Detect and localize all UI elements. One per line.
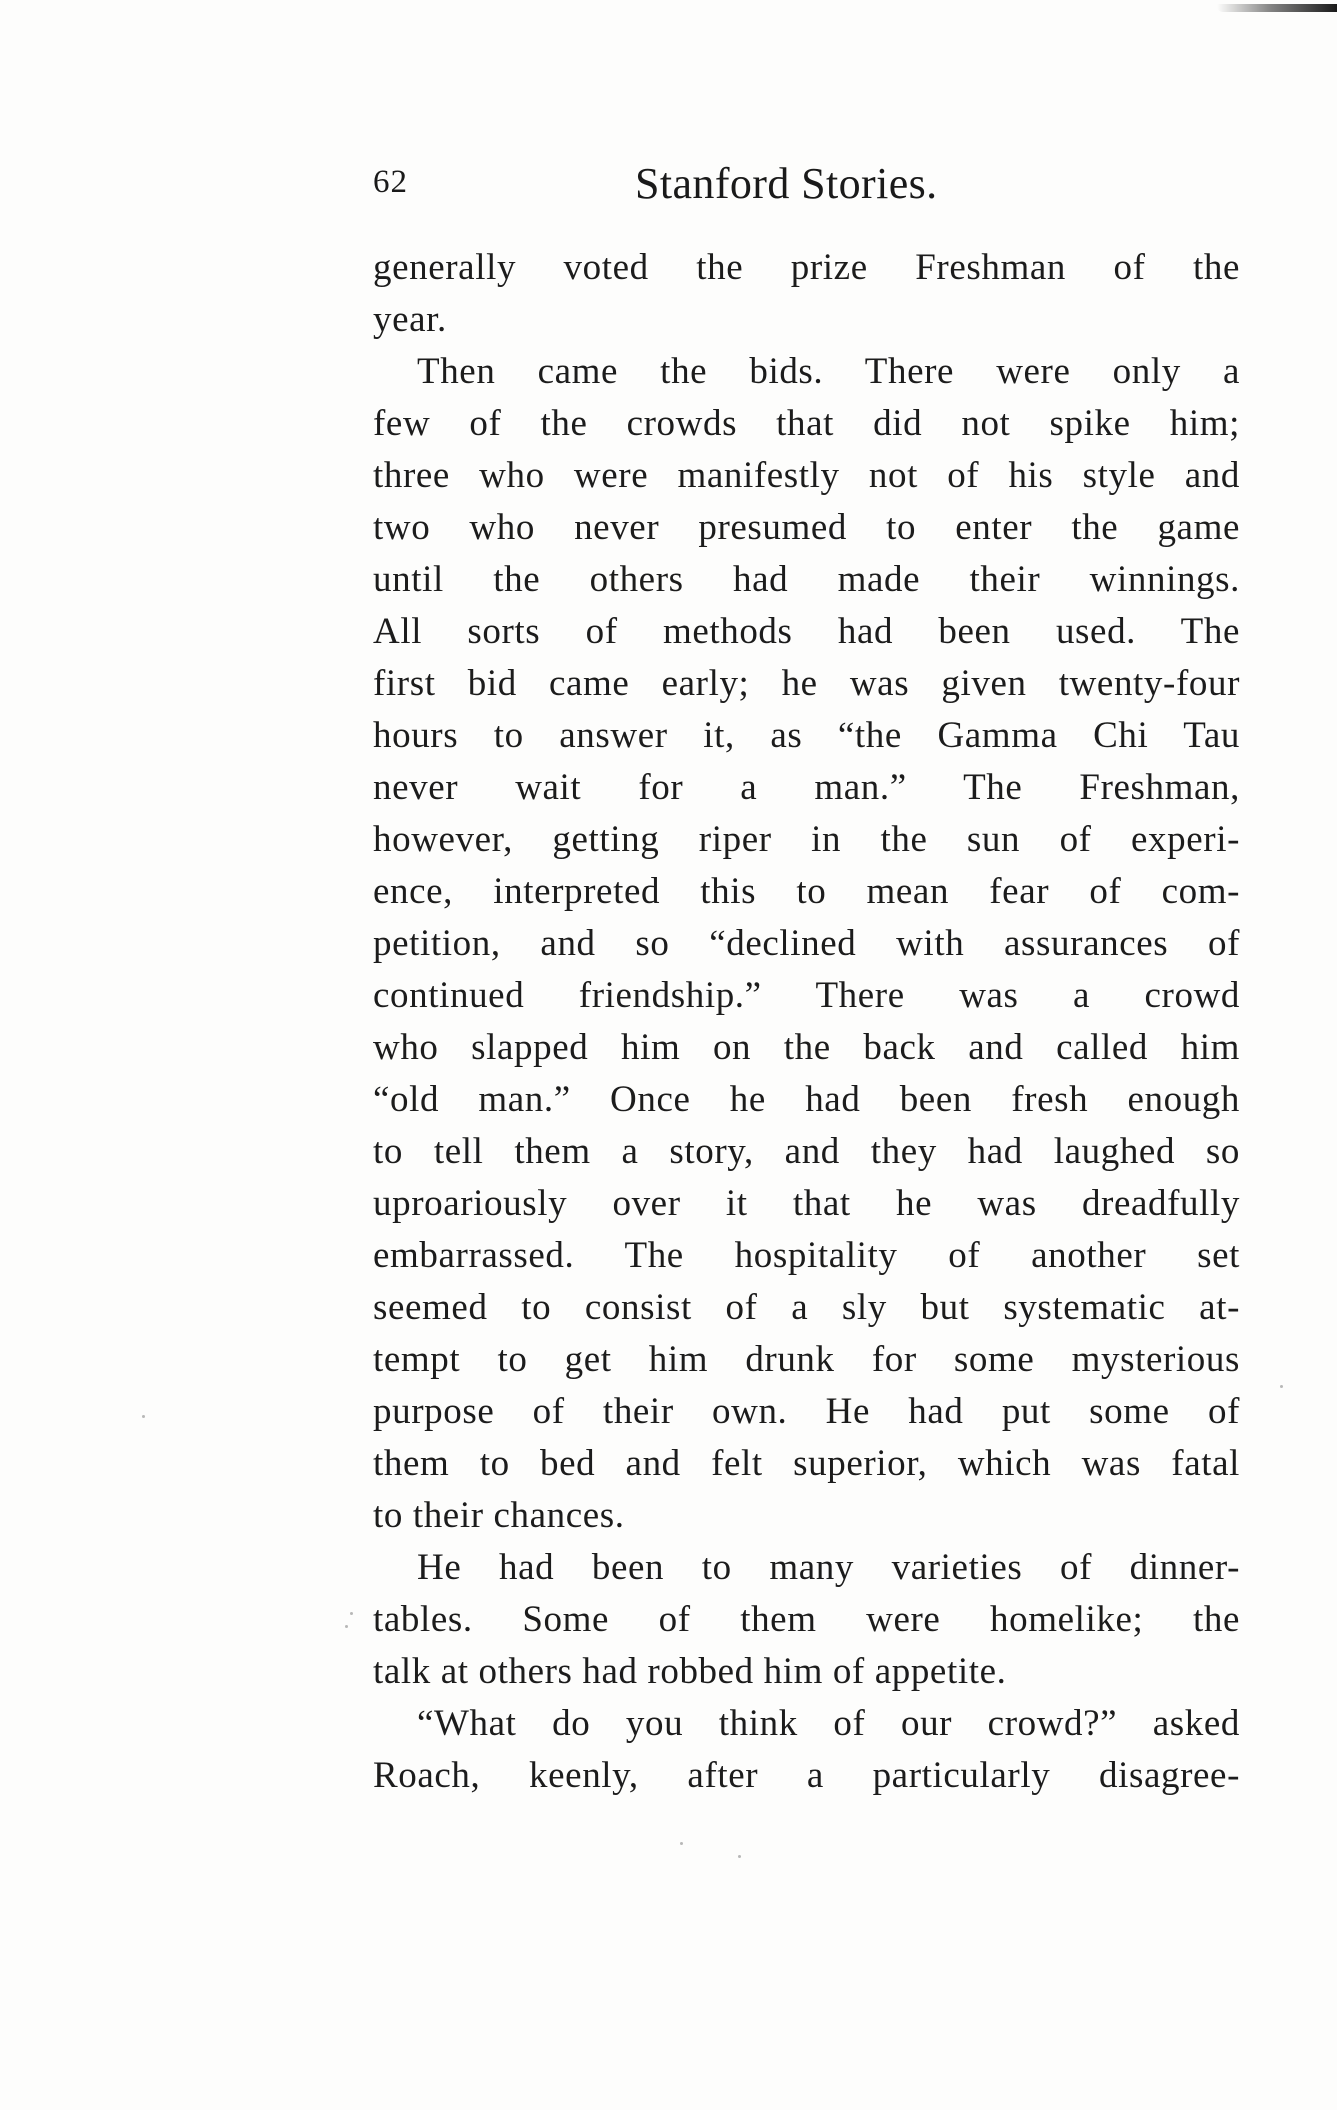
text-line: talk at others had robbed him of appetite. (373, 1651, 1007, 1692)
text-line: tables. Some of them were homelike; the (373, 1599, 1240, 1640)
text-line: ence, interpreted this to mean fear of com- (373, 871, 1240, 912)
text-line: “What do you think of our crowd?” asked (417, 1703, 1240, 1744)
running-title: Stanford Stories. (635, 159, 938, 208)
text-line: continued friendship.” There was a crowd (373, 975, 1240, 1016)
paper-speck (680, 1842, 683, 1845)
text-line: year. (373, 299, 447, 340)
paper-speck (142, 1415, 145, 1418)
text-line: petition, and so “declined with assurances of (373, 923, 1240, 964)
text-line: until the others had made their winnings. (373, 559, 1240, 600)
text-line: first bid came early; he was given twenty-four (373, 663, 1240, 704)
text-line: seemed to consist of a sly but systematic at- (373, 1287, 1240, 1328)
text-line: Then came the bids. There were only a (417, 351, 1240, 392)
paper-speck (350, 1612, 353, 1615)
text-line: He had been to many varieties of dinner- (417, 1547, 1240, 1588)
paper-speck (345, 1625, 348, 1628)
body-text (373, 242, 1240, 1802)
text-line: embarrassed. The hospitality of another set (373, 1235, 1240, 1276)
text-line: to their chances. (373, 1495, 625, 1536)
text-line: three who were manifestly not of his style and (373, 455, 1240, 496)
text-line: hours to answer it, as “the Gamma Chi Tau (373, 715, 1240, 756)
text-line: uproariously over it that he was dreadfully (373, 1183, 1240, 1224)
text-line: them to bed and felt superior, which was fatal (373, 1443, 1240, 1484)
text-line: however, getting riper in the sun of experi- (373, 819, 1240, 860)
page-header (373, 159, 1240, 222)
text-line: generally voted the prize Freshman of the (373, 247, 1240, 288)
text-line: Roach, keenly, after a particularly disagree- (373, 1755, 1240, 1796)
paper-speck (1280, 1385, 1283, 1388)
text-line: tempt to get him drunk for some mysterious (373, 1339, 1240, 1380)
text-line: few of the crowds that did not spike him; (373, 403, 1240, 444)
text-line: purpose of their own. He had put some of (373, 1391, 1240, 1432)
text-line: two who never presumed to enter the game (373, 507, 1240, 548)
text-line: never wait for a man.” The Freshman, (373, 767, 1240, 808)
text-line: to tell them a story, and they had laughed so (373, 1131, 1240, 1172)
text-line: All sorts of methods had been used. The (373, 611, 1240, 652)
page-number: 62 (373, 164, 408, 200)
paper-speck (738, 1855, 741, 1858)
text-line: who slapped him on the back and called him (373, 1027, 1240, 1068)
text-line: “old man.” Once he had been fresh enough (373, 1079, 1240, 1120)
scan-edge-mark (1217, 4, 1337, 12)
